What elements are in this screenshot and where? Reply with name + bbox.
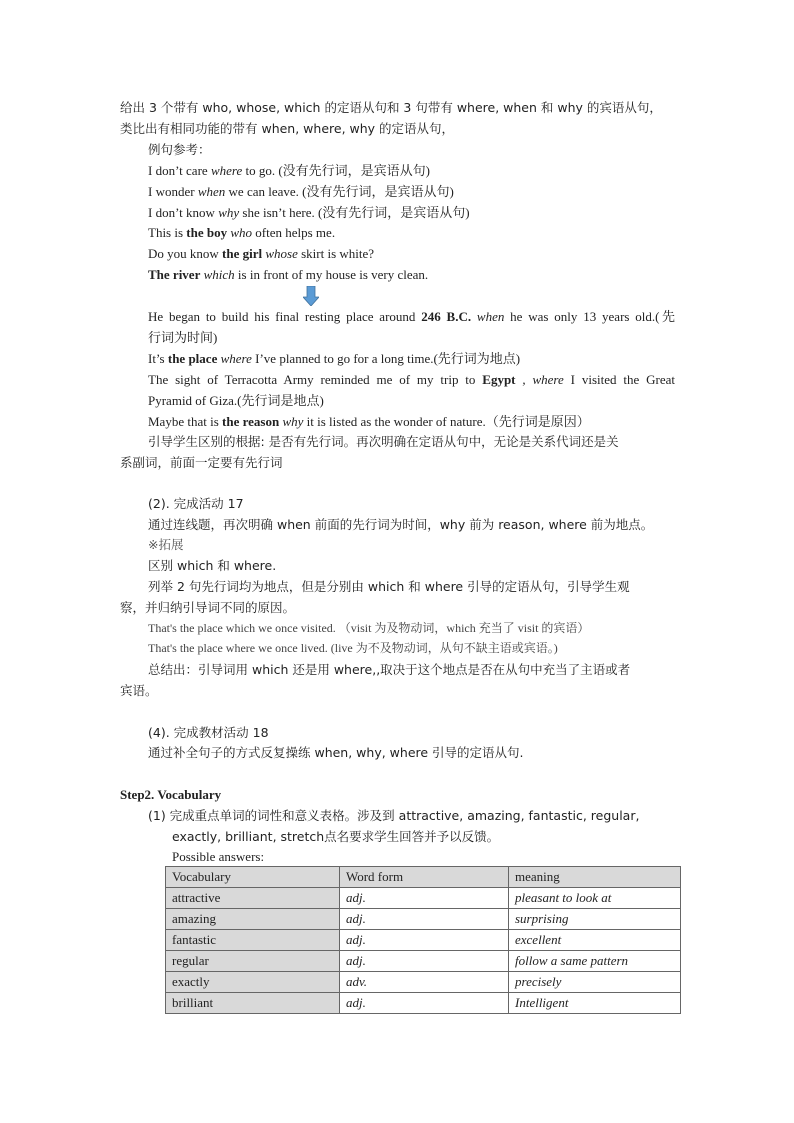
meaning-cell: follow a same pattern [509, 951, 681, 972]
vocabulary-cell: amazing [166, 909, 340, 930]
possible-answers-label: Possible answers: [172, 849, 265, 864]
attributive-example: Do you know the girl whose skirt is white? [148, 246, 375, 261]
vocabulary-table [165, 866, 681, 1014]
table-header-row [166, 867, 681, 888]
word-form-cell: adj. [340, 909, 509, 930]
word-form-cell: adj. [340, 888, 509, 909]
vocabulary-cell: attractive [166, 888, 340, 909]
antecedent-example: He began to build his final resting place around 246 B.C. when he was only 13 years old.(先 [148, 309, 676, 324]
intro-line-2: 类比出有相同功能的带有 when, where, why 的定语从句， [120, 121, 455, 136]
table-header-cell: meaning [509, 867, 681, 888]
example-sentence: I don’t care where to go. (没有先行词，是宾语从句) [148, 163, 431, 178]
table-row [166, 909, 681, 930]
step2-item-line-1: (1) 完成重点单词的词性和意义表格。涉及到 attractive, amazing, fantastic, regular, [148, 808, 640, 823]
attributive-example: This is the boy who often helps me. [148, 225, 336, 240]
table-row [166, 930, 681, 951]
example-sentence: I don’t know why she isn’t here. (没有先行词，是宾语从句) [148, 205, 470, 220]
table-row [166, 951, 681, 972]
where-example: That's the place where we once lived. (live 为不及物动词，从句不缺主语或宾语。) [148, 641, 558, 655]
summary-line-2: 宾语。 [120, 683, 158, 698]
summary-line-1: 总结出：引导词用 which 还是用 where,,取决于这个地点是否在从句中充当了主语或者 [148, 662, 631, 677]
meaning-cell: excellent [509, 930, 681, 951]
word-form-cell: adj. [340, 951, 509, 972]
step2-heading: Step2. Vocabulary [120, 787, 222, 802]
down-arrow-icon [303, 286, 319, 306]
meaning-cell: surprising [509, 909, 681, 930]
antecedent-example: The sight of Terracotta Army reminded me of my trip to Egypt , where I visited the Great [148, 372, 675, 387]
antecedent-example: It’s the place where I’ve planned to go for a long time.(先行词为地点) [148, 351, 521, 366]
vocabulary-cell: fantastic [166, 930, 340, 951]
antecedent-example: Maybe that is the reason why it is listed as the wonder of nature.（先行词是原因） [148, 414, 590, 429]
which-example: That's the place which we once visited. （visit 为及物动词，which 充当了 visit 的宾语） [148, 621, 590, 635]
activity-17-line: 通过连线题，再次明确 when 前面的先行词为时间，why 前为 reason, where 前为地点。 [148, 517, 654, 532]
activity-17-title: (2). 完成活动 17 [148, 496, 244, 511]
antecedent-example-cont: Pyramid of Giza.(先行词是地点) [148, 393, 324, 408]
table-row [166, 972, 681, 993]
activity-18-title: (4). 完成教材活动 18 [148, 725, 269, 740]
table-row [166, 993, 681, 1014]
list-line-2: 察，并归纳引导词不同的原因。 [120, 600, 296, 615]
activity-18-line: 通过补全句子的方式反复操练 when, why, where 引导的定语从句. [148, 745, 524, 760]
table-header-cell: Word form [340, 867, 509, 888]
antecedent-example-cont: 行词为时间) [148, 330, 218, 345]
word-form-cell: adv. [340, 972, 509, 993]
difference-line: 区别 which 和 where. [148, 558, 277, 573]
word-form-cell: adj. [340, 993, 509, 1014]
example-sentence: I wonder when we can leave. (没有先行词，是宾语从句) [148, 184, 454, 199]
list-line-1: 列举 2 句先行词均为地点，但是分别由 which 和 where 引导的定语从句，引导学生观 [148, 579, 630, 594]
table-header-cell: Vocabulary [166, 867, 340, 888]
meaning-cell: pleasant to look at [509, 888, 681, 909]
word-form-cell: adj. [340, 930, 509, 951]
vocabulary-cell: brilliant [166, 993, 340, 1014]
step2-item-line-2: exactly, brilliant, stretch点名要求学生回答并予以反馈。 [172, 829, 500, 844]
guide-line-2: 系副词，前面一定要有先行词 [120, 455, 283, 470]
vocabulary-cell: exactly [166, 972, 340, 993]
intro-line-1: 给出 3 个带有 who, whose, which 的定语从句和 3 句带有 where, when 和 why 的宾语从句， [120, 100, 662, 115]
guide-line-1: 引导学生区别的根据: 是否有先行词。再次明确在定语从句中，无论是关系代词还是关 [148, 434, 619, 449]
meaning-cell: Intelligent [509, 993, 681, 1014]
table-row [166, 888, 681, 909]
vocabulary-cell: regular [166, 951, 340, 972]
meaning-cell: precisely [509, 972, 681, 993]
extension-label: ※拓展 [148, 537, 184, 552]
reference-label: 例句参考： [148, 142, 211, 157]
attributive-example: The river which is in front of my house is very clean. [148, 267, 429, 282]
